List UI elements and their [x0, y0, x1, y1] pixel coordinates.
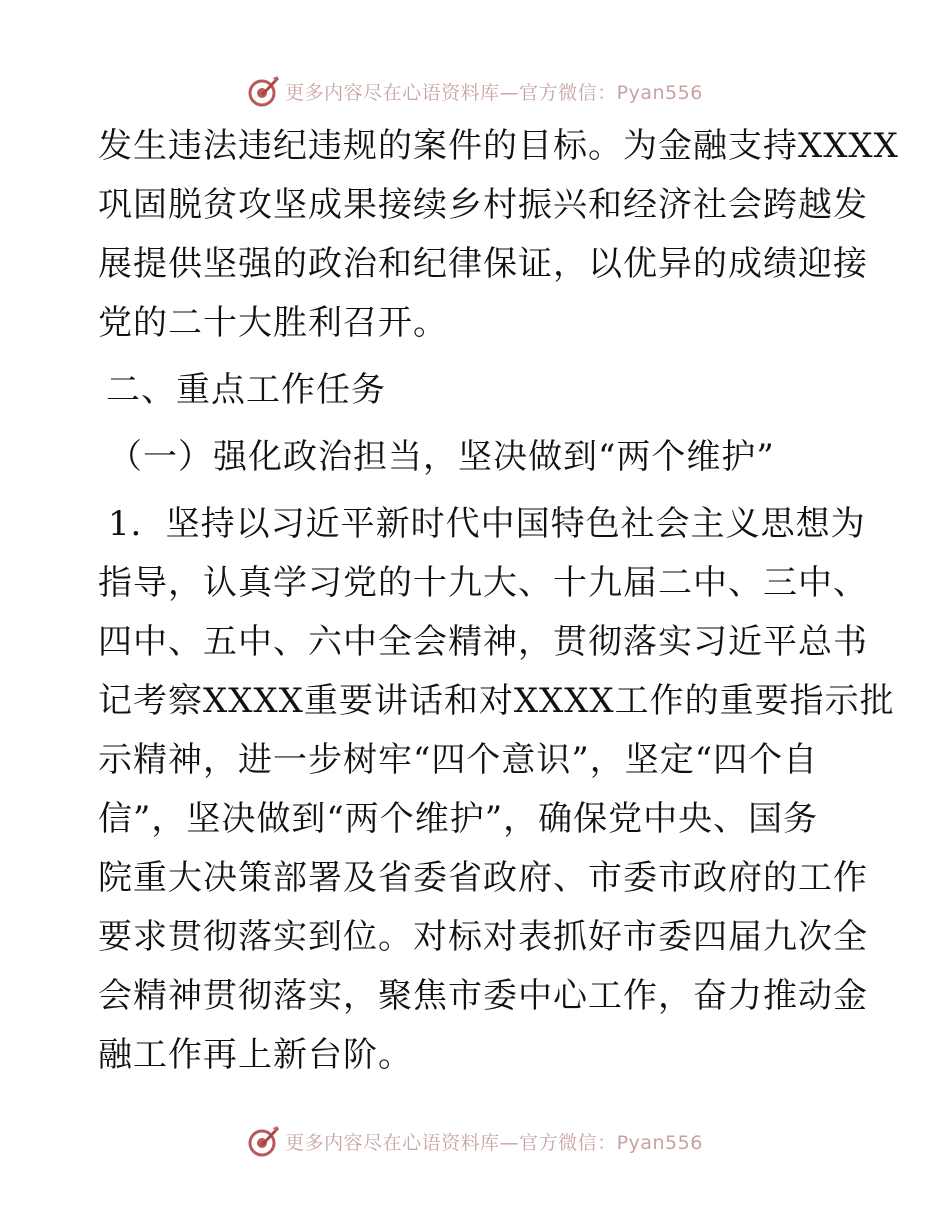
text-line: 要求贯彻落实到位。对标对表抓好市委四届九次全: [98, 917, 868, 957]
subsection-heading: （一）强化政治担当，坚决做到“两个维护”: [108, 437, 775, 477]
text-line: 发生违法违纪违规的案件的目标。为金融支持XXXX: [98, 126, 899, 166]
text-line: 四中、五中、六中全会精神，贯彻落实习近平总书: [98, 622, 868, 662]
section-heading: 二、重点工作任务: [106, 370, 386, 410]
text-line: 党的二十大胜利召开。: [98, 303, 448, 343]
text-line: 会精神贯彻落实，聚焦市委中心工作，奋力推动金: [98, 976, 868, 1016]
text-line: 1．坚持以习近平新时代中国特色社会主义思想为: [108, 504, 866, 544]
text-line: 信”，坚决做到“两个维护”，确保党中央、国务: [98, 799, 819, 839]
quill-seal-icon: [247, 1124, 281, 1158]
text-line: 展提供坚强的政治和纪律保证，以优异的成绩迎接: [98, 244, 868, 284]
paragraph: [98, 495, 895, 1085]
text-line: 记考察XXXX重要讲话和对XXXX工作的重要指示批: [98, 681, 895, 721]
quill-seal-icon: [247, 74, 281, 108]
paragraph: [98, 117, 899, 353]
watermark-text: 更多内容尽在心语资料库—官方微信：Pyan556: [285, 1131, 703, 1154]
text-line: 示精神，进一步树牢“四个意识”，坚定“四个自: [98, 740, 819, 780]
text-line: 指导，认真学习党的十九大、十九届二中、三中、: [98, 563, 868, 603]
text-line: 院重大决策部署及省委省政府、市委市政府的工作: [98, 858, 868, 898]
footer-watermark: [0, 1121, 950, 1161]
text-line: 巩固脱贫攻坚成果接续乡村振兴和经济社会跨越发: [98, 185, 868, 225]
header-watermark: [0, 71, 950, 111]
document-body: [98, 117, 899, 1085]
text-line: 融工作再上新台阶。: [98, 1035, 413, 1075]
watermark-text: 更多内容尽在心语资料库—官方微信：Pyan556: [285, 81, 703, 104]
